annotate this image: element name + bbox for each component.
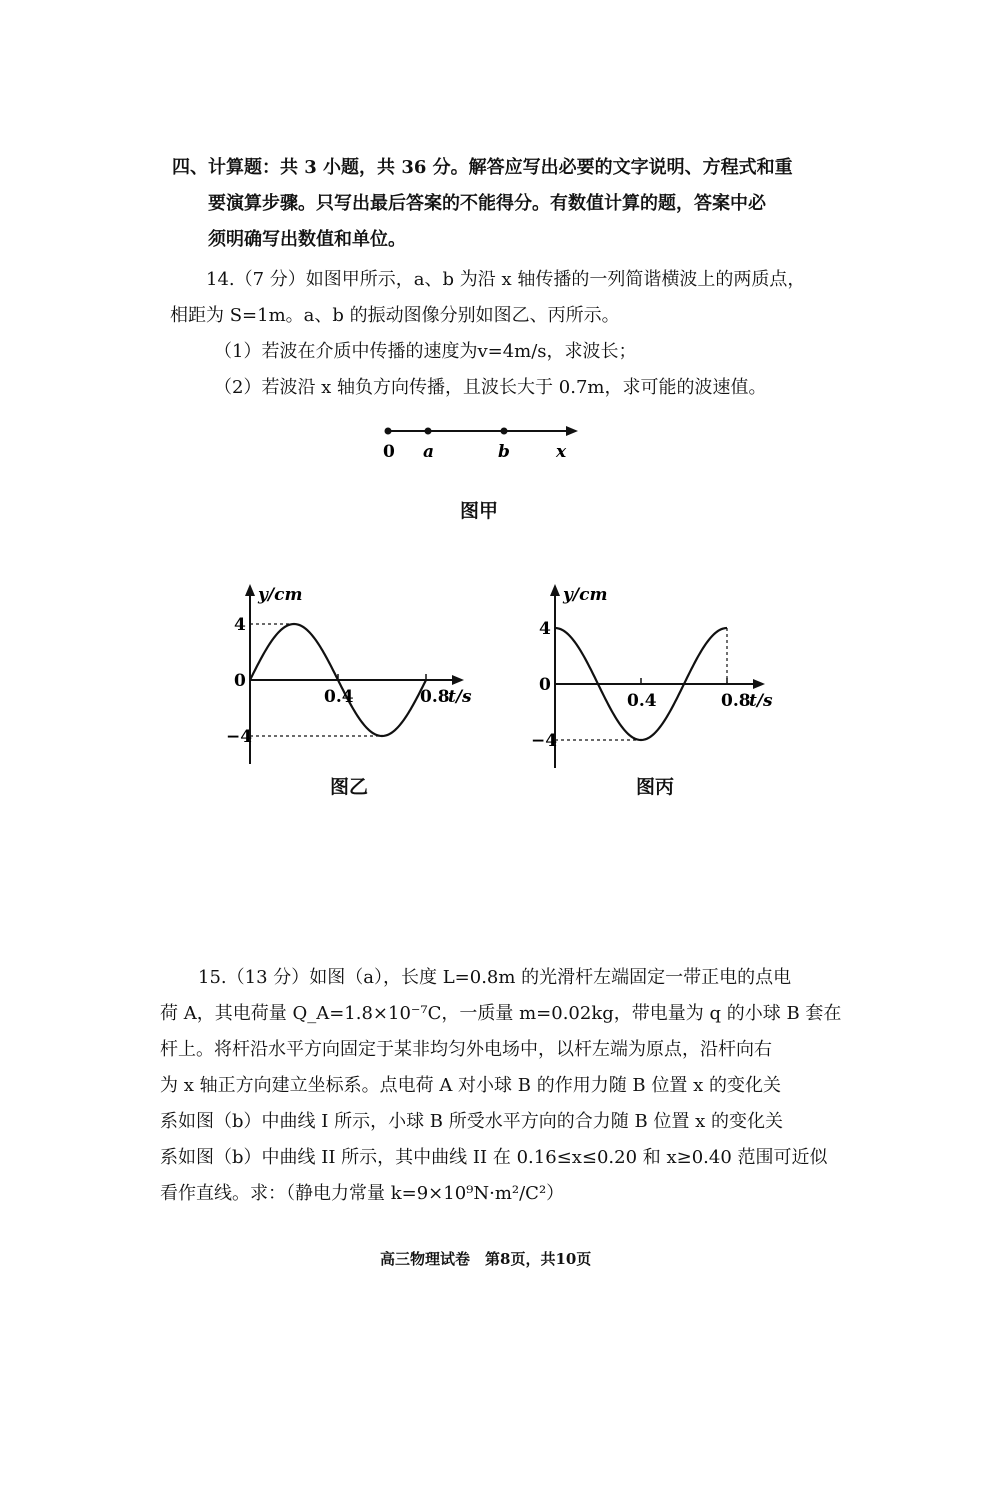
q15-line-4: 为 x 轴正方向建立坐标系。点电荷 A 对小球 B 的作用力随 B 位置 x 的变化关 — [160, 1075, 781, 1096]
y-tick-label: −4 — [226, 727, 253, 747]
q15-line-6: 系如图（b）中曲线 II 所示，其中曲线 II 在 0.16≤x≤0.20 和 x≥0.40 范围可近似 — [160, 1147, 828, 1168]
chart-yi — [210, 570, 480, 770]
point-a — [425, 428, 432, 435]
x-axis-arrow — [452, 675, 464, 685]
x-tick-label-0.4: 0.4 — [324, 687, 354, 707]
x-tick-label-0.4: 0.4 — [627, 691, 657, 711]
x-axis-label: t/s — [448, 687, 472, 707]
section-heading-line-2: 要演算步骤。只写出最后答案的不能得分。有数值计算的题，答案中必 — [208, 193, 766, 214]
x-tick-label-0.8: 0.8 — [420, 687, 450, 707]
q15-line-5: 系如图（b）中曲线 I 所示，小球 B 所受水平方向的合力随 B 位置 x 的变化关 — [160, 1111, 784, 1132]
q15-line-7: 看作直线。求：（静电力常量 k=9×10⁹N·m²/C²） — [160, 1183, 565, 1204]
y-tick-label: 4 — [539, 619, 551, 639]
figure-jia-axis — [370, 415, 590, 465]
y-tick-label: 0 — [539, 675, 551, 695]
chart-bing-caption: 图丙 — [636, 776, 675, 798]
chart-yi-caption: 图乙 — [330, 776, 369, 798]
figure-jia-caption: 图甲 — [460, 500, 499, 522]
q14-part-1: （1）若波在介质中传播的速度为v=4m/s，求波长； — [214, 341, 637, 362]
q14-line-2: 相距为 S=1m。a、b 的振动图像分别如图乙、丙所示。 — [170, 305, 620, 326]
label-x: x — [556, 442, 567, 462]
x-axis-label: t/s — [749, 691, 773, 711]
x-tick-label-0.8: 0.8 — [721, 691, 751, 711]
y-tick-label: 0 — [234, 671, 246, 691]
q14-part-2: （2）若波沿 x 轴负方向传播，且波长大于 0.7m，求可能的波速值。 — [214, 377, 767, 398]
y-tick-label: −4 — [531, 731, 558, 751]
section-heading-line-1: 四、计算题：共 3 小题，共 36 分。解答应写出必要的文字说明、方程式和重 — [172, 157, 793, 178]
label-a: a — [423, 442, 435, 462]
origin-point — [385, 428, 392, 435]
label-origin: 0 — [383, 442, 395, 462]
q15-line-2: 荷 A，其电荷量 Q_A=1.8×10⁻⁷C，一质量 m=0.02kg，带电量为 q 的小球 B 套在 — [160, 1003, 842, 1024]
label-b: b — [498, 442, 510, 462]
point-b — [501, 428, 508, 435]
x-axis-arrow — [753, 679, 765, 689]
y-axis-arrow — [245, 584, 255, 596]
q15-line-1: 15.（13 分）如图（a），长度 L=0.8m 的光滑杆左端固定一带正电的点电 — [198, 967, 792, 988]
q15-line-3: 杆上。将杆沿水平方向固定于某非均匀外电场中，以杆左端为原点，沿杆向右 — [160, 1039, 772, 1060]
section-heading-line-3: 须明确写出数值和单位。 — [208, 229, 406, 250]
chart-bing — [515, 570, 795, 770]
y-axis-label: y/cm — [563, 585, 608, 605]
y-axis-arrow — [550, 584, 560, 596]
y-tick-label: 4 — [234, 615, 246, 635]
y-axis-label: y/cm — [258, 585, 303, 605]
q14-line-1: 14.（7 分）如图甲所示，a、b 为沿 x 轴传播的一列简谐横波上的两质点， — [206, 269, 806, 290]
page-footer: 高三物理试卷 第8页，共10页 — [380, 1250, 592, 1268]
